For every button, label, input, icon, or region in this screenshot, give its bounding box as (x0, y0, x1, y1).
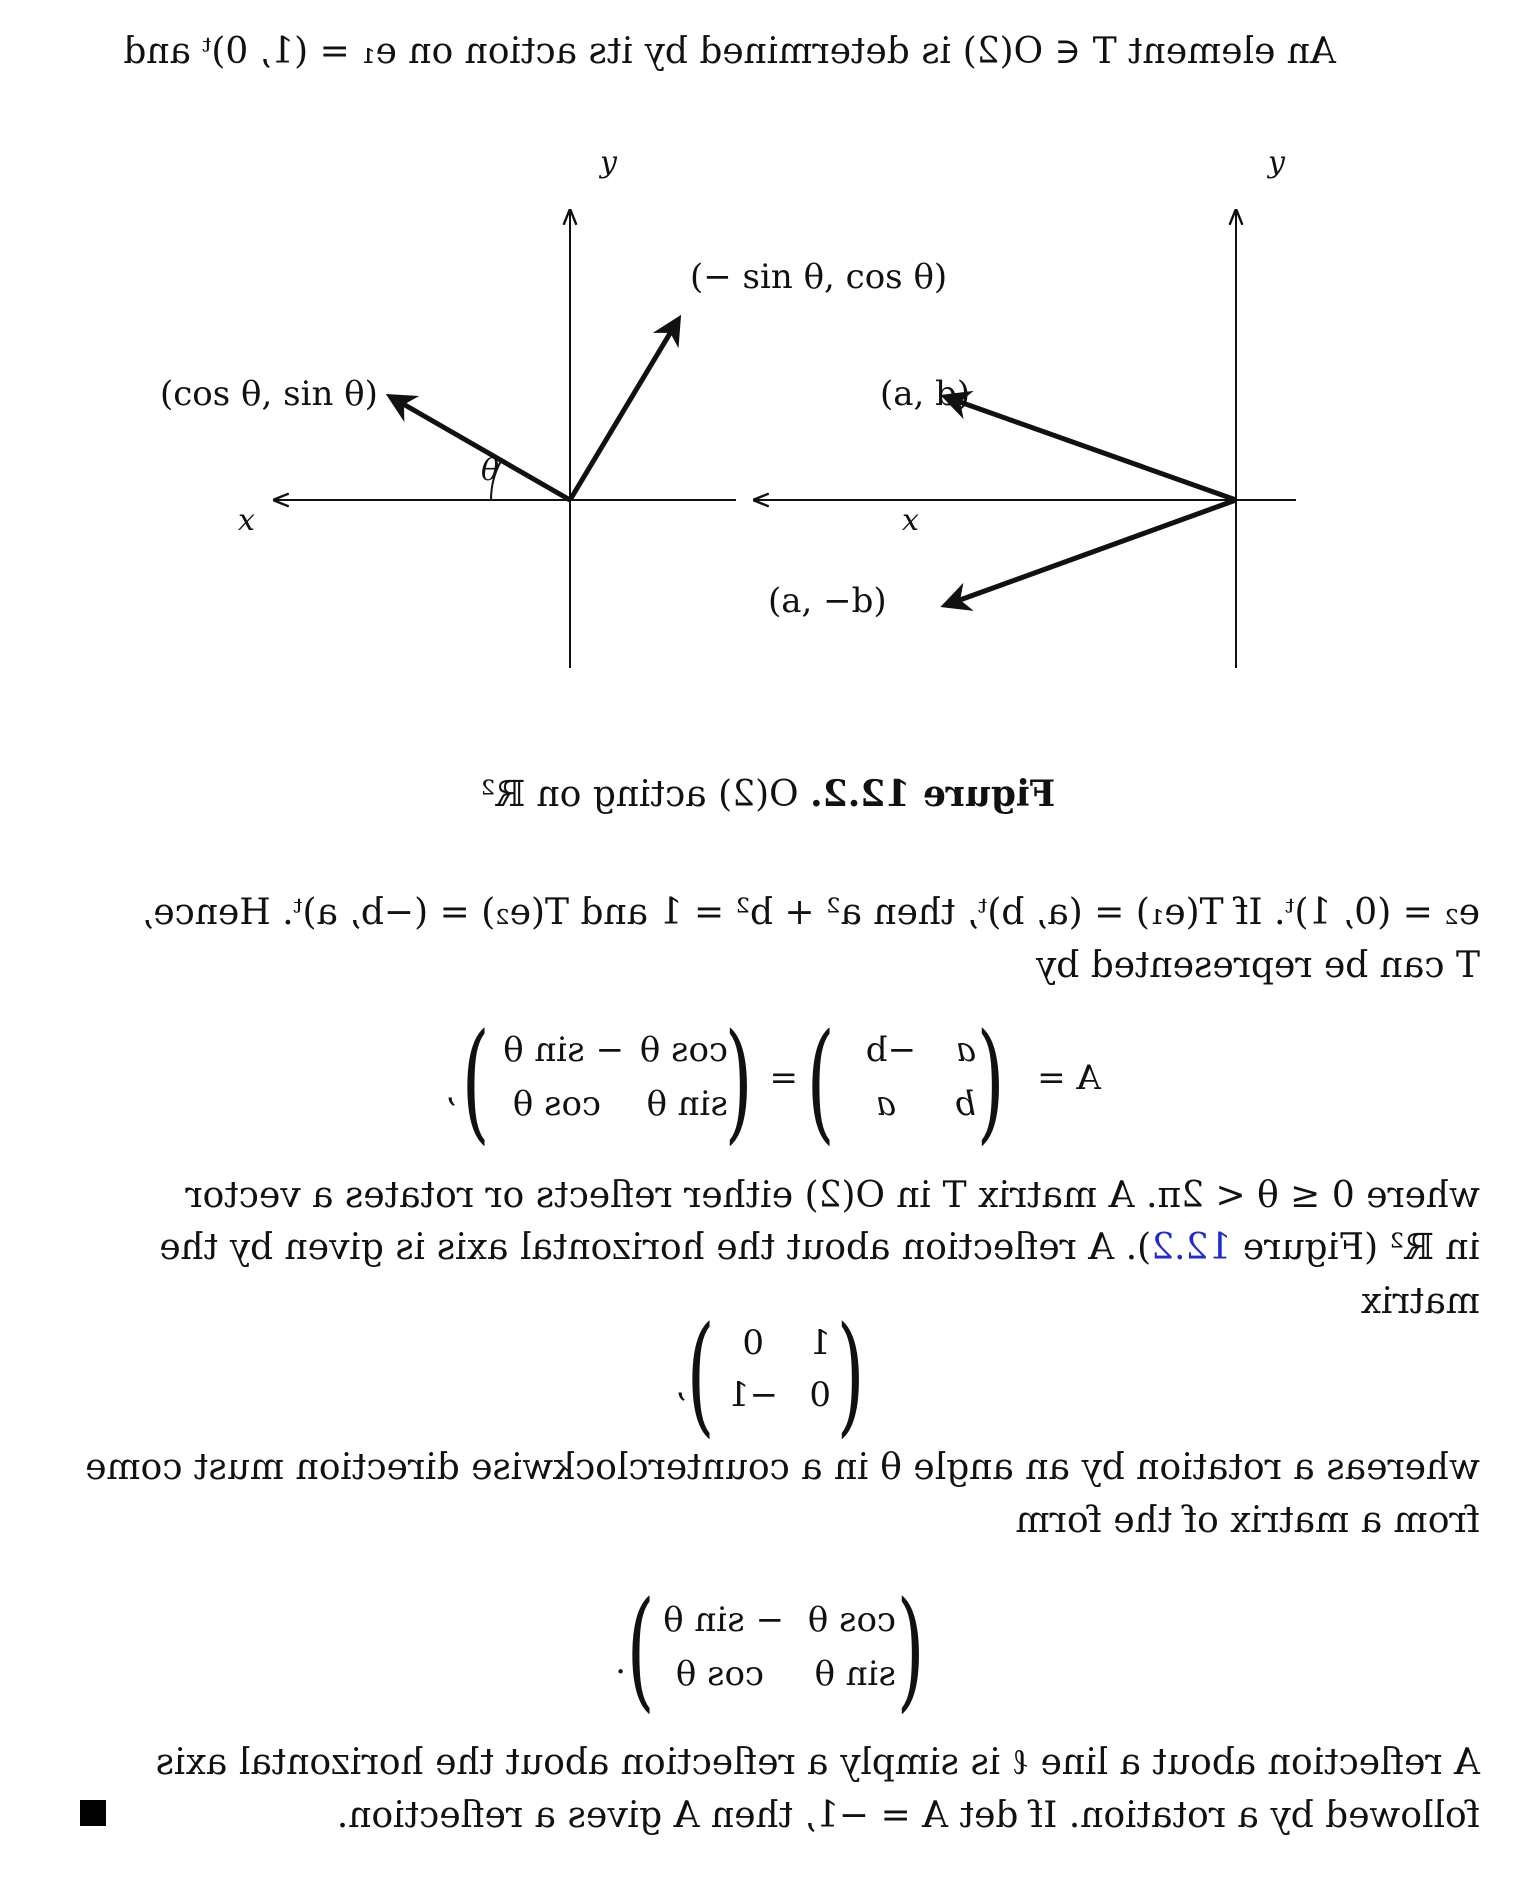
eq3-end: . (615, 1642, 626, 1682)
eq3-a21: sin θ (814, 1654, 896, 1694)
eq2-a11: 1 (809, 1323, 831, 1363)
eq1-m1-a12: −b (865, 1030, 916, 1070)
figure-ref-link[interactable]: 12.2 (1151, 1227, 1232, 1268)
right-vector-neg-sin-cos (570, 320, 678, 500)
para2-line2: in ℝ² (Figure 12.2). A reflection about the horizontal axis is given by the (159, 1227, 1480, 1268)
eq3-lparen: ( (896, 1573, 925, 1725)
eq1-m1-a11: a (955, 1030, 976, 1070)
eq1-m1-a22: a (875, 1084, 896, 1124)
eq1-m2-a12: − sin θ (503, 1030, 624, 1070)
eq1-m2-a21: sin θ (646, 1084, 728, 1124)
figure-caption (0, 773, 1536, 815)
para3-line1: whereas a rotation by an angle θ in a counterclockwise direction must come (85, 1447, 1480, 1488)
para4-line1: A reflection about a line ℓ is simply a reflection about the horizontal axis (155, 1742, 1480, 1783)
qed-square (80, 1800, 106, 1826)
left-vec2-label: (a, −b) (768, 581, 887, 621)
left-panel (756, 145, 1296, 668)
eq2-lparen: ( (836, 1298, 865, 1450)
left-y-label: y (1268, 145, 1285, 180)
para4-line2: followed by a rotation. If det A = −1, then A gives a reflection. (336, 1795, 1480, 1836)
equation-1 (0, 1005, 1536, 1157)
right-angle-label: θ (481, 453, 500, 488)
para1-line1: e₂ = (0, 1)ᵗ. If T(e₁) = (a, b)ᵗ, then a² + b² = 1 and T(e₂) = (−b, a)ᵗ. Hence, (141, 892, 1480, 933)
para1-line2: T can be represented by (1035, 945, 1480, 986)
eq3-a11: cos θ (807, 1600, 896, 1640)
eq2-a22: −1 (727, 1375, 778, 1415)
right-y-label: y (600, 145, 617, 180)
text-line-1: An element T ∈ O(2) is determined by its action on e₁ = (1, 0)ᵗ and (123, 31, 1336, 72)
eq1-equals: = (769, 1058, 798, 1098)
eq2-a12: 0 (742, 1323, 764, 1363)
figure-12-2 (0, 120, 1536, 820)
eq1-m2-a22: cos θ (512, 1084, 601, 1124)
eq1-m1-rparen: ) (806, 1005, 835, 1157)
eq1-m2-lparen: ( (724, 1005, 753, 1157)
equation-3 (0, 1573, 1536, 1725)
para2-line1: where 0 ≤ θ < 2π. A matrix T in O(2) either reflects or rotates a vector (185, 1175, 1480, 1216)
left-vector-a-b (946, 397, 1236, 500)
para2-line3: matrix (1360, 1281, 1480, 1322)
eq2-end: , (675, 1365, 686, 1405)
left-vector-a-neg-b (946, 500, 1236, 605)
left-x-label: x (902, 503, 919, 538)
eq2-rparen: ) (686, 1298, 715, 1450)
right-x-label: x (238, 503, 255, 538)
eq3-rparen: ) (626, 1573, 655, 1725)
right-vec2-label: (− sin θ, cos θ) (690, 257, 948, 297)
eq1-m2-a11: cos θ (639, 1030, 728, 1070)
right-vec1-label: (cos θ, sin θ) (160, 374, 378, 414)
eq1-lhs: A = (1037, 1058, 1101, 1098)
eq2-a21: 0 (809, 1375, 831, 1415)
eq1-end: , (445, 1070, 456, 1110)
eq1-m1-a21: b (954, 1084, 976, 1124)
caption-text: O(2) acting on ℝ² (480, 774, 799, 815)
eq3-a12: − sin θ (663, 1600, 784, 1640)
eq1-m2-rparen: ) (461, 1005, 490, 1157)
para3-line2: from a matrix of the form (1015, 1500, 1480, 1541)
eq3-a22: cos θ (675, 1654, 764, 1694)
left-vec1-label: (a, b) (880, 374, 971, 414)
caption-label: Figure 12.2. (810, 773, 1056, 815)
eq1-m1-lparen: ( (976, 1005, 1005, 1157)
